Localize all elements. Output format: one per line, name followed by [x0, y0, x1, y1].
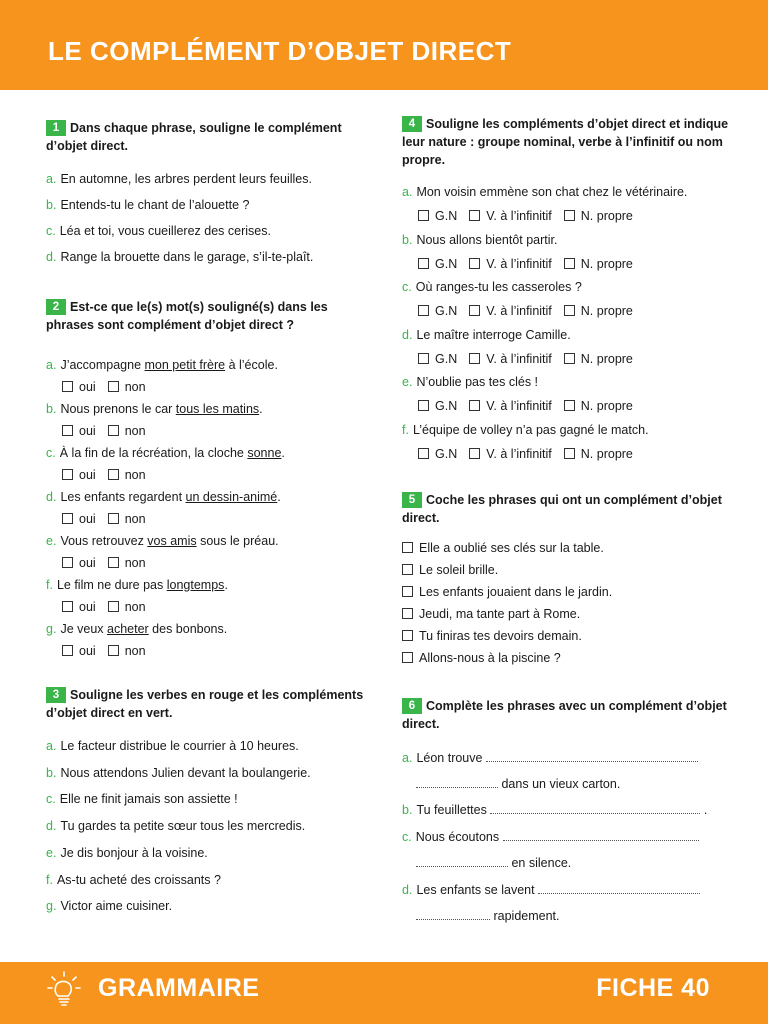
- blank-line[interactable]: [486, 751, 698, 762]
- answer-options: [62, 599, 158, 615]
- option-0[interactable]: G.N: [418, 399, 457, 413]
- fill-item-c-cont: en silence.: [416, 855, 571, 871]
- checkbox[interactable]: [108, 513, 119, 524]
- list-item: f. As-tu acheté des croissants ?: [46, 872, 221, 887]
- list-item: c. Où ranges-tu les casseroles ?: [402, 280, 582, 295]
- checkbox[interactable]: [564, 210, 575, 221]
- checkbox[interactable]: [402, 564, 413, 575]
- checkbox[interactable]: [108, 381, 119, 392]
- option-1[interactable]: V. à l’infinitif: [469, 304, 552, 318]
- list-item: g. Je veux acheter des bonbons.: [46, 622, 228, 636]
- checkbox[interactable]: [62, 381, 73, 392]
- list-item: a. Mon voisin emmène son chat chez le vétérinaire.: [402, 185, 688, 199]
- checkbox[interactable]: [62, 645, 73, 656]
- option-non[interactable]: non: [108, 600, 146, 614]
- exercise-6-items: [402, 750, 742, 930]
- checkbox[interactable]: [418, 258, 429, 269]
- checkbox[interactable]: [564, 448, 575, 459]
- option-non[interactable]: non: [108, 468, 146, 482]
- underlined-word: sonne: [247, 446, 282, 460]
- option-oui[interactable]: oui: [62, 512, 96, 526]
- checkbox[interactable]: [402, 542, 413, 553]
- nature-options: [418, 446, 645, 462]
- checkbox[interactable]: [108, 645, 119, 656]
- list-item: d. Le maître interroge Camille.: [402, 327, 571, 342]
- exercise-5-instruction: 5 Coche les phrases qui ont un complément d’objet direct.: [402, 493, 722, 525]
- option-0[interactable]: G.N: [418, 447, 457, 461]
- list-item: a. Le facteur distribue le courrier à 10 heures.: [46, 739, 299, 753]
- option-non[interactable]: non: [108, 380, 146, 394]
- list-item: e. N’oublie pas tes clés !: [402, 375, 539, 390]
- exercise-4-instruction: 4 Souligne les compléments d’objet direct et indique leur nature : groupe nominal, verbe à l’infinitif ou nom propre.: [402, 117, 729, 167]
- list-item: e. Je dis bonjour à la voisine.: [46, 845, 208, 860]
- answer-options: [62, 423, 158, 439]
- option-1[interactable]: V. à l’infinitif: [469, 352, 552, 366]
- list-item: b. Entends-tu le chant de l’alouette ?: [46, 198, 250, 212]
- exercise-1-instruction: 1 Dans chaque phrase, souligne le complément d’objet direct.: [46, 121, 342, 153]
- option-1[interactable]: V. à l’infinitif: [469, 209, 552, 223]
- checkbox[interactable]: [418, 305, 429, 316]
- checkbox[interactable]: [108, 601, 119, 612]
- exercise-4: [402, 115, 732, 169]
- checkbox[interactable]: [564, 353, 575, 364]
- list-item: b. Nous prenons le car tous les matins.: [46, 402, 263, 416]
- checklist-item[interactable]: Allons-nous à la piscine ?: [402, 650, 561, 666]
- fill-item-b: b. Tu feuillettes .: [402, 803, 708, 817]
- checkbox[interactable]: [108, 557, 119, 568]
- checkbox[interactable]: [564, 400, 575, 411]
- header-banner: [0, 0, 768, 90]
- nature-options: [418, 351, 645, 367]
- fill-item-d: d. Les enfants se lavent: [402, 882, 700, 898]
- nature-options: [418, 398, 645, 414]
- list-item: d. Tu gardes ta petite sœur tous les mercredis.: [46, 819, 306, 834]
- checkbox[interactable]: [418, 353, 429, 364]
- option-0[interactable]: G.N: [418, 352, 457, 366]
- checklist-item[interactable]: Tu finiras tes devoirs demain.: [402, 628, 582, 644]
- underlined-word: acheter: [107, 622, 149, 636]
- blank-line[interactable]: [416, 856, 508, 867]
- exercise-5: [402, 491, 732, 527]
- nature-options: [418, 256, 645, 272]
- exercise-number: 4: [402, 116, 422, 132]
- option-non[interactable]: non: [108, 556, 146, 570]
- lightbulb-icon: [46, 970, 82, 1010]
- answer-options: [62, 467, 158, 483]
- option-1[interactable]: V. à l’infinitif: [469, 447, 552, 461]
- exercise-number: 2: [46, 299, 66, 315]
- footer-sheet-number: FICHE 40: [596, 974, 710, 1002]
- list-item: b. Nous allons bientôt partir.: [402, 232, 558, 247]
- checkbox[interactable]: [108, 469, 119, 480]
- nature-options: [418, 303, 645, 319]
- fill-item-d-cont: rapidement.: [416, 908, 560, 924]
- exercise-3-instruction: 3 Souligne les verbes en rouge et les compléments d’objet direct en vert.: [46, 688, 364, 720]
- checklist-item[interactable]: Le soleil brille.: [402, 562, 498, 578]
- checkbox[interactable]: [564, 258, 575, 269]
- checklist-item[interactable]: Les enfants jouaient dans le jardin.: [402, 584, 612, 600]
- exercise-number: 6: [402, 698, 422, 714]
- underlined-word: un dessin-animé: [185, 490, 278, 504]
- checkbox[interactable]: [469, 400, 480, 411]
- option-non[interactable]: non: [108, 424, 146, 438]
- option-0[interactable]: G.N: [418, 257, 457, 271]
- fill-item-a-cont: dans un vieux carton.: [416, 776, 620, 792]
- list-item: f. L’équipe de volley n’a pas gagné le match.: [402, 423, 649, 437]
- underlined-word: tous les matins: [175, 402, 260, 416]
- checkbox[interactable]: [418, 400, 429, 411]
- exercise-1: [46, 119, 376, 264]
- underlined-word: mon petit frère: [144, 358, 226, 372]
- checkbox[interactable]: [62, 513, 73, 524]
- list-item: c. Elle ne finit jamais son assiette !: [46, 792, 238, 807]
- exercise-number: 3: [46, 687, 66, 703]
- option-oui[interactable]: oui: [62, 644, 96, 658]
- exercise-2: [46, 298, 376, 334]
- checkbox[interactable]: [62, 425, 73, 436]
- option-1[interactable]: V. à l’infinitif: [469, 257, 552, 271]
- checkbox[interactable]: [418, 448, 429, 459]
- option-non[interactable]: non: [108, 644, 146, 658]
- fill-item-a: a. Léon trouve: [402, 750, 698, 766]
- nature-options: [418, 208, 645, 224]
- exercise-number: 5: [402, 492, 422, 508]
- checkbox[interactable]: [469, 305, 480, 316]
- option-2[interactable]: N. propre: [564, 352, 633, 366]
- page-title: LE COMPLÉMENT D’OBJET DIRECT: [48, 36, 512, 66]
- checkbox[interactable]: [402, 652, 413, 663]
- answer-options: [62, 379, 158, 395]
- option-oui[interactable]: oui: [62, 600, 96, 614]
- option-2[interactable]: N. propre: [564, 304, 633, 318]
- list-item: g. Victor aime cuisiner.: [46, 899, 173, 914]
- list-item: b. Nous attendons Julien devant la boulangerie.: [46, 765, 311, 780]
- option-2[interactable]: N. propre: [564, 209, 633, 223]
- checklist-item[interactable]: Elle a oublié ses clés sur la table.: [402, 540, 604, 556]
- option-2[interactable]: N. propre: [564, 447, 633, 461]
- checkbox[interactable]: [469, 353, 480, 364]
- fill-item-c: c. Nous écoutons: [402, 829, 699, 845]
- list-item: c. Léa et toi, vous cueillerez des cerises.: [46, 224, 271, 238]
- list-item: f. Le film ne dure pas longtemps.: [46, 578, 228, 592]
- list-item: a. J’accompagne mon petit frère à l’école.: [46, 358, 278, 372]
- list-item: d. Les enfants regardent un dessin-animé.: [46, 490, 281, 504]
- exercise-6-instruction: 6 Complète les phrases avec un complément d’objet direct.: [402, 699, 727, 731]
- blank-line[interactable]: [416, 909, 490, 920]
- checkbox[interactable]: [108, 425, 119, 436]
- blank-line[interactable]: [416, 777, 498, 788]
- list-item: d. Range la brouette dans le garage, s’il-te-plaît.: [46, 250, 314, 264]
- footer-banner: [0, 962, 768, 1024]
- option-oui[interactable]: oui: [62, 556, 96, 570]
- checkbox[interactable]: [62, 557, 73, 568]
- exercise-number: 1: [46, 120, 66, 136]
- checkbox[interactable]: [62, 601, 73, 612]
- checkbox[interactable]: [418, 210, 429, 221]
- underlined-word: vos amis: [147, 534, 197, 548]
- checkbox[interactable]: [402, 630, 413, 641]
- list-item: c. À la fin de la récréation, la cloche sonne.: [46, 446, 285, 460]
- checkbox[interactable]: [402, 608, 413, 619]
- answer-options: [62, 643, 158, 659]
- answer-options: [62, 511, 158, 527]
- option-2[interactable]: N. propre: [564, 257, 633, 271]
- option-oui[interactable]: oui: [62, 424, 96, 438]
- checkbox[interactable]: [402, 586, 413, 597]
- blank-line[interactable]: [538, 883, 700, 894]
- checkbox[interactable]: [564, 305, 575, 316]
- checkbox[interactable]: [469, 210, 480, 221]
- exercise-3: [46, 686, 376, 722]
- option-2[interactable]: N. propre: [564, 399, 633, 413]
- option-oui[interactable]: oui: [62, 468, 96, 482]
- option-non[interactable]: non: [108, 512, 146, 526]
- footer-subject: GRAMMAIRE: [98, 974, 260, 1002]
- list-item: e. Vous retrouvez vos amis sous le préau.: [46, 534, 279, 548]
- answer-options: [62, 555, 158, 571]
- underlined-word: longtemps: [166, 578, 225, 592]
- checkbox[interactable]: [62, 469, 73, 480]
- list-item: a. En automne, les arbres perdent leurs feuilles.: [46, 172, 312, 186]
- option-1[interactable]: V. à l’infinitif: [469, 399, 552, 413]
- exercise-2-instruction: 2 Est-ce que le(s) mot(s) souligné(s) dans les phrases sont complément d’objet direct ?: [46, 300, 328, 332]
- checkbox[interactable]: [469, 258, 480, 269]
- blank-line[interactable]: [490, 803, 700, 814]
- option-0[interactable]: G.N: [418, 209, 457, 223]
- exercise-6: [402, 697, 732, 733]
- option-0[interactable]: G.N: [418, 304, 457, 318]
- checkbox[interactable]: [469, 448, 480, 459]
- checklist-item[interactable]: Jeudi, ma tante part à Rome.: [402, 606, 580, 622]
- blank-line[interactable]: [503, 830, 699, 841]
- option-oui[interactable]: oui: [62, 380, 96, 394]
